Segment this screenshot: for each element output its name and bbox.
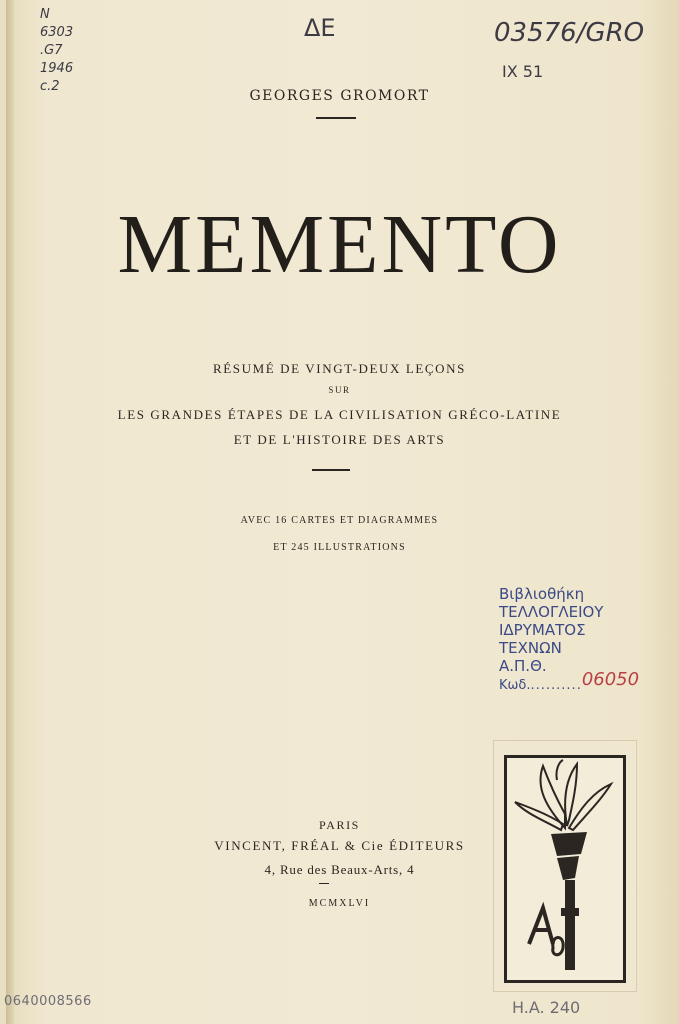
note-line: 6303 <box>40 25 74 40</box>
imprint-city: PARIS <box>319 818 360 832</box>
stamp-line: ΤΕΧΝΩΝ <box>499 639 562 657</box>
note-line: c.2 <box>40 79 60 94</box>
subtitle-line-2: LES GRANDES ÉTAPES DE LA CIVILISATION GRÉCO-LATINE <box>117 407 562 422</box>
subtitle-rule <box>312 469 350 471</box>
library-stamp <box>499 585 639 695</box>
note-line: .G7 <box>40 43 63 58</box>
handwritten-shelf-mark: H.A. 240 <box>512 998 581 1017</box>
handwritten-shelf: IX 51 <box>502 62 544 81</box>
imprint-address: 4, Rue des Beaux-Arts, 4 <box>264 862 415 877</box>
handwritten-initials: ΔΕ <box>304 14 336 42</box>
author-name: GEORGES GROMORT <box>249 88 430 104</box>
subtitle-sur: SUR <box>328 385 351 395</box>
stamp-line: Α.Π.Θ. <box>499 657 547 675</box>
stamp-code-value: 06050 <box>581 669 640 690</box>
stamp-code-row: Κωδ...........06050 <box>499 669 640 693</box>
illustrations-line-1: AVEC 16 CARTES ET DIAGRAMMES <box>240 515 439 526</box>
stamp-line: ΤΕΛΛΟΓΛΕΙΟΥ <box>499 603 604 621</box>
imprint-rule <box>319 883 329 884</box>
call-number-notes <box>40 6 73 96</box>
stamp-line: Βιβλιοθήκη <box>499 585 585 603</box>
book-title: MEMENTO <box>117 198 562 291</box>
barcode-number: 0640008566 <box>4 994 92 1009</box>
stamp-line: ΙΔΡΥΜΑΤΟΣ <box>499 621 586 639</box>
subtitle-line-1: RÉSUMÉ DE VINGT-DEUX LEÇONS <box>212 361 466 376</box>
subtitle-line-3: ET DE L'HISTOIRE DES ARTS <box>233 432 446 447</box>
imprint-publisher: VINCENT, FRÉAL & Cie ÉDITEURS <box>214 838 465 853</box>
stamp-code-label: Κωδ. <box>499 678 531 693</box>
author-rule <box>316 117 356 119</box>
imprint-year: MCMXLVI <box>308 898 371 909</box>
illustrations-line-2: ET 245 ILLUSTRATIONS <box>273 542 406 553</box>
note-line: N <box>40 7 50 22</box>
note-line: 1946 <box>40 61 74 76</box>
handwritten-accession: 03576/GRO <box>494 18 645 48</box>
